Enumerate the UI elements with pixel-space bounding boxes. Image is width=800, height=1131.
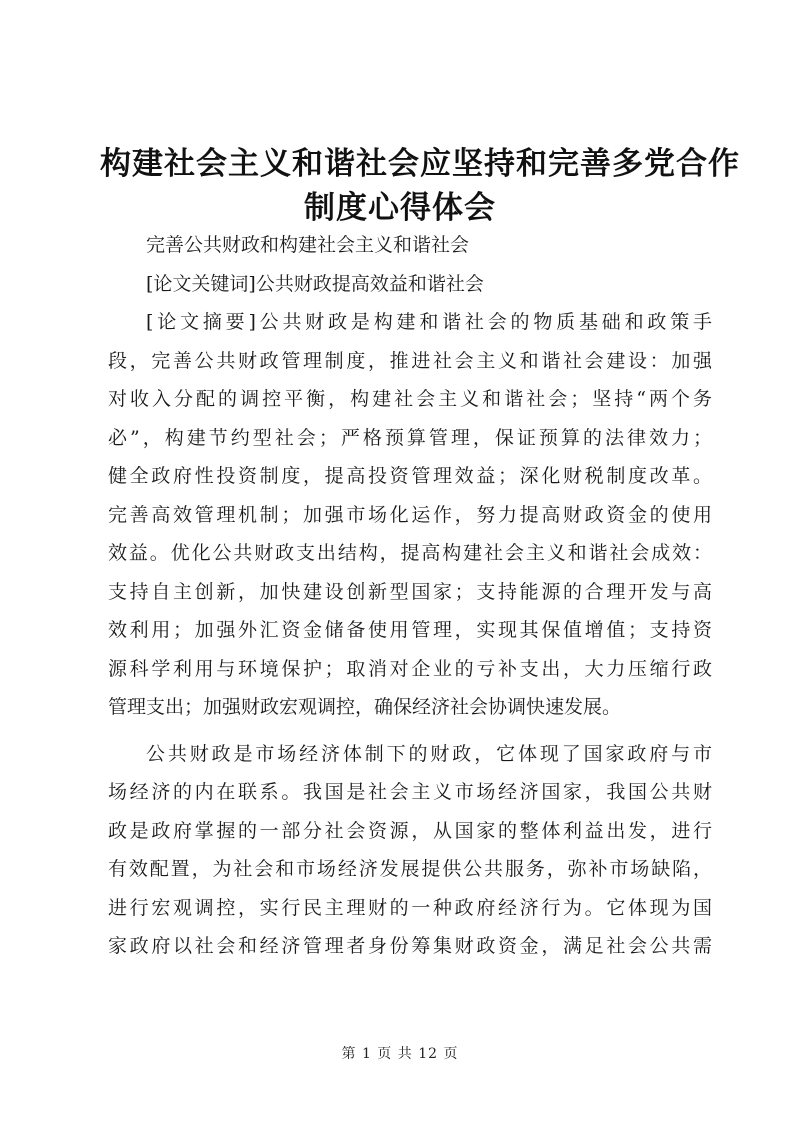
text-line: 有效配置，为社会和市场经济发展提供公共服务，弥补市场缺陷， xyxy=(108,858,712,880)
title-line-2: 制度心得体会 xyxy=(304,190,496,226)
text-line: 家政府以社会和经济管理者身份筹集财政资金，满足社会公共需 xyxy=(108,935,712,957)
title-line-1: 构建社会主义和谐社会应坚持和完善多党合作 xyxy=(100,146,740,182)
text-line: 场经济的内在联系。我国是社会主义市场经济国家，我国公共财 xyxy=(108,781,712,803)
paragraph-gap xyxy=(108,727,712,735)
text-line: [论文摘要]公共财政是构建和谐社会的物质基础和政策手 xyxy=(146,311,712,333)
text-line: 支持自主创新，加快建设创新型国家；支持能源的合理开发与高 xyxy=(108,580,712,603)
text-line: 完善公共财政和构建社会主义和谐社会 xyxy=(146,234,470,256)
text-line: 对收入分配的调控平衡，构建社会主义和谐社会；坚持“两个务 xyxy=(108,388,712,410)
keywords-paragraph xyxy=(108,265,712,304)
page-number-footer: 第 1 页 共 12 页 xyxy=(341,1046,459,1062)
text-line: [论文关键词]公共财政提高效益和谐社会 xyxy=(146,272,484,295)
text-line: 源科学利用与环境保护；取消对企业的亏补支出，大力压缩行政 xyxy=(108,657,712,680)
text-line: 进行宏观调控，实行民主理财的一种政府经济行为。它体现为国 xyxy=(108,896,712,919)
document-title xyxy=(100,142,740,230)
text-line: 段，完善公共财政管理制度，推进社会主义和谐社会建设：加强 xyxy=(108,349,712,372)
subtitle-paragraph xyxy=(108,226,712,265)
text-line: 公共财政是市场经济体制下的财政，它体现了国家政府与市 xyxy=(146,742,712,765)
body-paragraph xyxy=(108,735,712,966)
text-line: 效利用；加强外汇资金储备使用管理，实现其保值增值；支持资 xyxy=(108,619,712,641)
text-line: 政是政府掌握的一部分社会资源，从国家的整体利益出发，进行 xyxy=(108,819,712,842)
text-line: 完善高效管理机制；加强市场化运作，努力提高财政资金的使用 xyxy=(108,503,712,526)
text-line: 效益。优化公共财政支出结构，提高构建社会主义和谐社会成效： xyxy=(108,542,712,564)
abstract-paragraph xyxy=(108,303,712,727)
text-line: 管理支出；加强财政宏观调控，确保经济社会协调快速发展。 xyxy=(108,696,622,718)
text-line: 必”，构建节约型社会；严格预算管理，保证预算的法律效力； xyxy=(108,426,712,449)
document-body xyxy=(108,226,712,966)
text-line: 健全政府性投资制度，提高投资管理效益；深化财税制度改革。 xyxy=(108,465,712,487)
